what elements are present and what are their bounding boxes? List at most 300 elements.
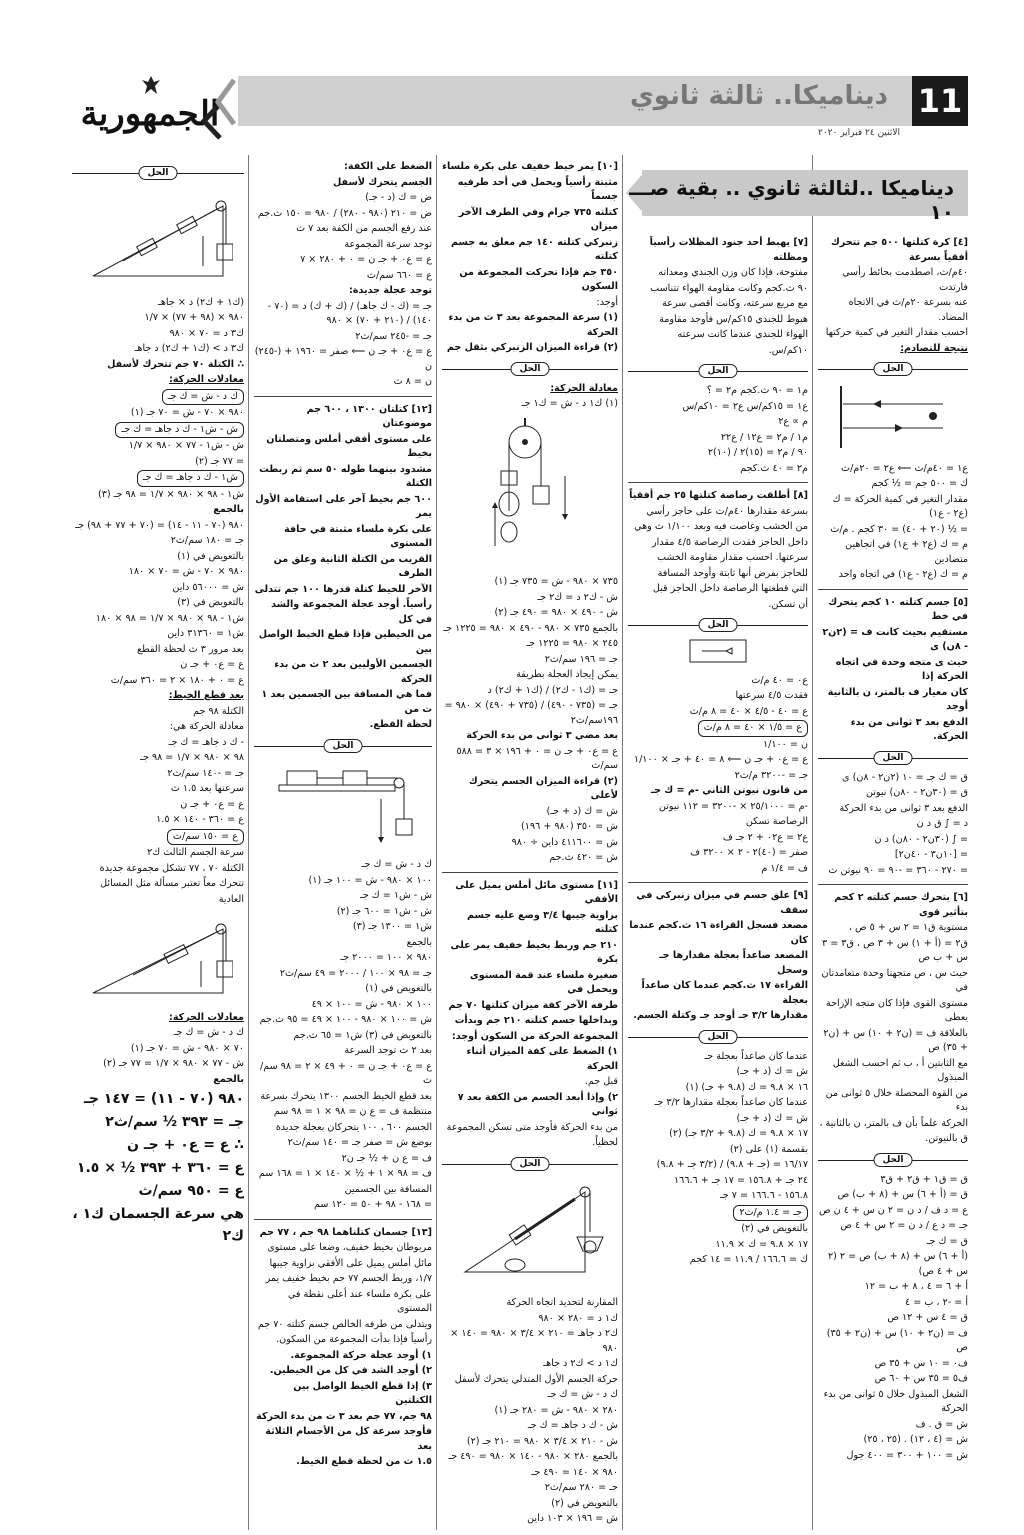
text-line: حيث س ، ص متجهتا وحدة متعامدتان في <box>821 967 968 993</box>
text-line: رأسياً فإذا بدأت المجموعة من السكون. <box>276 1334 432 1345</box>
text-line: ش١ - ٩٨ × ٩٨٠ × ١/٧ = ٩٨ × ١٨٠ <box>95 612 244 624</box>
problem-statement-line: بالجمع <box>213 1073 244 1085</box>
problem-statement-line: [١٢] كتلتان ١٣٠٠ ، ٦٠٠ جم موضوعتان <box>306 403 432 429</box>
text-line: د = ∫ ق د ن <box>916 818 968 829</box>
text-line: فقدت ٤/٥ سرعتها <box>735 690 808 701</box>
problem-statement-line: مثبتة رأسياً ويحمل في أحد طرفيه جسماً <box>457 176 618 202</box>
text-line: ٧٠ × ٩٨٠ - ش = ٧٠ جـ (١) <box>130 1042 244 1054</box>
text-line: جـ = (ك١ - ك٢) / (ك١ + ك٢) د <box>487 684 618 696</box>
header-chevron-icon <box>212 76 238 128</box>
bullet-diagram <box>628 638 808 670</box>
column-3 <box>442 160 618 1530</box>
boxed-result: ع = ١٥٠ سم/ث <box>167 829 244 846</box>
text-line: ١٠كم/س. <box>768 344 808 356</box>
text-line: ١٠٠ × ٩٨٠ - ش = ١٠٠ جـ (١) <box>308 874 432 886</box>
text-line: ش - ش١ - ٧٧ × ٩٨٠ × ١/٧ <box>128 440 244 451</box>
text-line: ١٠٠ × ٩٨٠ - ش = ١٠٠ × ٤٩ <box>311 998 432 1010</box>
text-line: التي قطعتها الرصاصة داخل الحاجز قبل <box>652 583 808 594</box>
text-line: ف = (ن٢ + ١٠) س + (ن٢ + ٣٥) ص <box>826 1327 968 1353</box>
text-line: ش - ك٢ د = ك٢ جـ <box>537 591 618 603</box>
problem-statement-line: المجموعة الحركة من السكون أوجد: <box>451 1030 618 1042</box>
text-line: ١٦/١٧ = (جـ + ٩.٨) / (٣/٢ جـ + ٩.٨) <box>656 1159 808 1170</box>
problem-statement-line: توجد عجلة جديدة: <box>348 285 432 296</box>
problem-statement-line: ٣٥٠ جم فإذا تحركت المجموعة من السكون <box>459 266 618 292</box>
text-line: ش = ٥٦٠٠٠ داين <box>172 581 244 593</box>
text-line: ش = ١٠٠ + ٣٠٠ = ٤٠٠ جول <box>846 1449 968 1461</box>
boxed-result: ك د - ش = ك جـ <box>162 389 244 406</box>
text-line: الدفع بعد ٣ ثوانى من بدء الحركة <box>839 802 968 814</box>
problem-statement-line: ٢) أوجد الشد في كل من الخيطين. <box>269 1365 432 1376</box>
text-line: ش - ٧٧ × ٩٨٠ × ١/٧ = ٧٧ جـ (٢) <box>103 1058 244 1069</box>
problem-statement-line: على مستوى أفقي أملس ومتصلتان بخيط <box>266 433 432 459</box>
text-line: ش١ = ٣١٣٦٠ داين <box>167 628 244 639</box>
text-line: ش - ك د جاهـ = ك جـ <box>527 1420 618 1431</box>
text-line: ٩٨٠ (٧٠ - ١١ - ١٤) = (٧٠ + ٧٧ + ٩٨) جـ <box>75 519 244 531</box>
problem-statement-line: [٧] يهبط أحد جنود المظلات رأسياً ومظلته <box>649 237 808 263</box>
solution-divider <box>818 1153 968 1167</box>
problem-statement-line: مقدارها ٣/٢ جـ أوجد جـ وكتلة الجسم. <box>633 1010 808 1021</box>
text-line: عندما كان صاعداً بعجلة جـ <box>704 1050 808 1062</box>
page-number: 11 <box>912 76 968 126</box>
problem-statement-line: وبداخلها جسم كتلته ٢١٠ جم وبدأت <box>454 1015 618 1026</box>
text-line: ش١ = ١٣٠٠ جـ (٣) <box>352 921 432 932</box>
text-line: من بدء الحركة فأوجد متى تسكن المجموعة <box>446 1121 618 1133</box>
text-line: ∴ ع = ع٠ + جـ ن <box>127 1137 244 1153</box>
text-line: بالتعويض في (١) <box>177 550 244 562</box>
text-line: بعد قطع الخيط الجسم ١٣٠٠ يتحرك بسرعة <box>260 1090 432 1102</box>
text-line: جـ = ٣٩٣ ½ سم/ث٢ <box>105 1114 244 1130</box>
text-line: ق = (٣٠ن٢ - ٨٠ن) نيوتن <box>865 787 968 798</box>
problem-statement-line: مستقيم بحيث كانت ف = (٢ن٢ - ٨ن) ى <box>822 626 968 652</box>
text-line: ٩٨٠ × ١٤٠ = ٤٩٠ جـ <box>531 1466 618 1478</box>
solution-label: الحل <box>874 362 913 376</box>
text-line: ٤٠م/ث، اصطدمت بحائط رأسي فارتدت <box>842 267 968 293</box>
solution-label: الحل <box>874 751 913 765</box>
text-line: ع = ع٠ + جـ ن ⟸ ٨ = ٤٠ + جـ × ١/١٠٠ <box>633 754 808 765</box>
text-line: ع = د ف / د ن = ٢ ن س + ٤ ن ص <box>818 1204 968 1216</box>
problem-statement-line: كان معيار ف بالمتر، ن بالثانية أوجد <box>827 686 968 712</box>
text-line: ع = ع٠ + جـ ن = ٠ + ٢٨٠ × ٧ <box>300 254 432 265</box>
text-line: للحاجز بفرض أنها ثابتة وأوجد المسافة <box>657 567 808 579</box>
text-line: (أ + ٦) س + (٨ + ب) ص = ٢ (٢ س + ٤ ص) <box>827 1251 968 1277</box>
text-line: ٧٣٥ × ٩٨٠ - ش = ٧٣٥ جـ (١) <box>494 576 618 587</box>
text-line: من الخشب وغاصت فيه وبعد ١/١٠٠ ث وهي <box>634 521 808 532</box>
problem-statement-line: من الخيطين فإذا قطع الخيط الواصل بين <box>258 629 432 655</box>
text-line: ش = ١٩٦ × ١٠٣ داين <box>527 1513 618 1524</box>
text-line: بالجمع ٧٣٥ × ٩٨٠ - ٤٩٠ × ٩٨٠ = ١٢٢٥ جـ <box>443 622 618 634</box>
text-line: جـ = (٧٣٥ - ٤٩٠) / (٧٣٥ + ٤٩٠) × ٩٨٠ = ١٩٦سم/ث٢ <box>444 700 618 726</box>
text-line: ٢٤٥ × ٩٨٠ = ١٢٢٥ جـ <box>526 638 618 649</box>
text-line: م ∝ ع٢ <box>778 416 808 427</box>
text-line: ع٢ = ع٠٢ + ٢ جـ ف <box>722 831 808 843</box>
text-line: بعد قطع الخيط: <box>168 690 244 701</box>
solution-divider <box>628 364 808 378</box>
text-line <box>628 1205 808 1222</box>
problem-separator <box>628 882 808 883</box>
eagle-emblem-icon <box>140 74 162 96</box>
text-line: ك١ د > ك٢ د جاهـ <box>543 1358 618 1369</box>
text-line: هي سرعة الجسمان ك١ ، ك٢ <box>72 1206 244 1244</box>
problem-statement-line: [٩] علق جسم في ميزان زنبركي في سقف <box>636 890 808 916</box>
text-line: جـ = ٢٨٠ سم/ث٢ <box>544 1482 618 1493</box>
problem-separator <box>442 872 618 873</box>
text-line: ع = ع٠ + جـ ن <box>180 659 244 670</box>
text-line: م١ / م٢ = ع١٢ / ع٢٢ <box>720 431 808 443</box>
text-line: ك١ د = ٢٨٠ × ٩٨٠ <box>538 1312 618 1324</box>
logo-wordmark: الجمهورية <box>80 94 220 134</box>
problem-statement-line: طرفه الآخر كفة ميزان كتلتها ٧٠ جم <box>448 999 618 1011</box>
wall-diagram <box>818 382 968 458</box>
text-line: ع = ع٠ + جـ ن = ٠ + ٤٩ × ٢ = ٩٨ سم/ث <box>260 1060 432 1086</box>
text-line: ش = ٤٢٠ ث.جم <box>549 852 618 863</box>
text-line: عند رفع الجسم من الكفة بعد ٧ ث <box>296 223 432 234</box>
text-line: سرعة الجسم الثالث ك٢ <box>147 847 244 858</box>
text-line: = [١٠ن٣ - ٤٠ن٢] <box>894 849 968 860</box>
text-line: ك٣ د > (ك١ + ك٢) د جاهـ <box>134 343 244 354</box>
text-line: مربوطان بخيط خفيف، وضعا على مستوى <box>267 1242 432 1253</box>
text-line <box>72 422 244 439</box>
problem-separator <box>628 482 808 483</box>
text-line <box>72 389 244 406</box>
text-line: الكتلة ٧٠ ، ٧٧ تشكل مجموعة جديدة <box>99 862 244 874</box>
text-line: ف٠ = ١٠ س + ٣٥ ص <box>874 1357 968 1369</box>
text-line: مقدار التغير في كمية الحركة = ك (ع٢ - ع١) <box>832 493 968 519</box>
text-line: ٩٨٠ × ٧٠ - ش = ٧٠ × ١٨٠ <box>128 566 244 577</box>
text-line: مع مربع سرعته، وكانت أقصى سرعة <box>662 298 808 309</box>
problem-statement-line: المصعد صاعداً بعجلة مقدارها جـ وسجل <box>659 950 808 976</box>
text-line: معادلات الحركة: <box>168 374 244 385</box>
text-line: الحركة علماً بأن ف بالمتر، ن بالثانية ، <box>819 1117 968 1129</box>
text-line: المسافة بين الجسمين <box>344 1183 432 1195</box>
text-line: ع = ٣٦٠ + ٣٩٣ ½ × ١.٥ <box>76 1160 244 1176</box>
problem-statement-line: ٢) وإذا أبعد الجسم من الكفة بعد ٧ ثواني <box>457 1091 618 1117</box>
text-line: م٢ = ٤٠ ث.كجم <box>740 462 808 474</box>
solution-label: الحل <box>324 739 363 753</box>
problem-statement-line: الجسمين الأوليين بعد ٢ ث من بدء الحركة <box>274 659 432 685</box>
text-line: ١٧ × ٩.٨ = ك × ١١.٩ <box>715 1238 808 1250</box>
text-line: الرصاصة تسكن <box>745 816 808 827</box>
text-line: = ½ (٢٠ + ٤٠) = ٣٠ كجم . م/ث <box>830 523 968 535</box>
column-divider <box>622 155 623 1530</box>
problem-statement-line: ٣) إذا قطع الخيط الواصل بين الكتلتين <box>293 1380 432 1406</box>
text-line: ١٦ × ٩.٨ = ك (٩.٨ + جـ) (١) <box>685 1081 808 1093</box>
newspaper-logo <box>70 80 230 142</box>
text-line: بالتعويض في (٣) ش١ = ٦٥ ث.جم <box>293 1029 432 1041</box>
text-line: ش = ك (د + جـ) <box>546 805 618 817</box>
section-banner <box>626 170 968 224</box>
text-line <box>72 829 244 846</box>
issue-date: الاثنين ٢٤ فبراير ٢٠٢٠ <box>818 128 900 138</box>
problem-statement-line: زنبركي كتلته ١٤٠ جم معلق به جسم كتلته <box>450 236 618 262</box>
problem-separator <box>818 884 968 885</box>
text-line: من القوة المحصلة خلال ٥ ثوانى من بدء <box>825 1087 968 1113</box>
solution-divider <box>818 362 968 376</box>
text-line: ش = ٣٥٠ (٩٨٠ + ١٩٦) <box>521 821 618 832</box>
page-title: ديناميكا.. ثالثة ثانوي <box>629 81 888 111</box>
text-line: تتحرك معاً تعتبر مسألة مثل المسائل <box>100 878 244 889</box>
text-line: ٢٤ جـ + ١٥٦.٨ = ١٧ جـ + ١٦٦.٦ <box>674 1174 808 1186</box>
text-line: ع = ع٠ + جـ ن = ٠ + ١٩٦ × ٣ = ٥٨٨ سم/ث <box>456 745 618 771</box>
page-header <box>238 76 968 126</box>
text-line: ٩٨٠ × ١٠٠ = ٢٠٠٠ جـ <box>340 952 432 963</box>
problem-statement-line: الآخر للخيط كتلة قدرها ١٠٠ جم تتدلى <box>254 583 432 595</box>
problem-statement-line: [٦] يتحرك جسم كتلته ٢ كجم بتأثير قوى <box>834 892 968 918</box>
text-line: لحظياً. <box>592 1137 618 1148</box>
text-line: ع = ع٠ + جـ ن ⟸ صفر = ١٩٦٠ + (-٢٤٥) ن <box>254 346 432 372</box>
problem-statement-line: (٢) قراءة الميزان الزنبركي بثقل جم <box>446 342 618 353</box>
text-line: جـ = (ك - ك جاهـ) / (ك + ك) د = (٧٠ - ١٤٠) / (٢١٠ + ٧٠) × ٩٨٠ <box>267 300 432 326</box>
text-line: مفتوحة، فإذا كان وزن الجندي ومعداته <box>658 267 808 278</box>
problem-statement-line: القراءة ١٧ ث.كجم عندما كان صاعداً بعجلة <box>641 980 808 1006</box>
text-line: ف = ٩٨ × ١ + ½ × ١٤٠ × ١ = ١٦٨ سم <box>258 1168 432 1179</box>
text-line: أ = -٢ ، ب = ٤ <box>905 1296 968 1308</box>
text-line: ش - ش١ = ك جـ <box>360 890 432 901</box>
text-line: ١٥٦.٨ - ١٦٦.٦ = ٧ جـ <box>720 1190 808 1201</box>
text-line: ٢٨٠ × ٩٨٠ - ش = ٢٨٠ جـ (١) <box>494 1404 618 1416</box>
column-1 <box>818 236 968 1531</box>
solution-label: الحل <box>699 364 738 378</box>
text-line: معادلات الحركة: <box>168 1011 244 1023</box>
text-line: ف = ١/٤ م <box>761 862 808 874</box>
text-line: م١ = ٩٠ ث.كجم م٢ = ؟ <box>706 385 808 396</box>
text-line: = ٧٧ جـ (٢) <box>195 455 244 467</box>
solution-label: الحل <box>699 618 738 632</box>
text-line: ق٢ = (أ + ١) س + ٣ ص ، ق٣ = ٣ س + ب ص <box>821 937 968 963</box>
problem-statement-line: [١٠] يمر خيط خفيف على بكرة ملساء <box>442 161 618 172</box>
solution-label: الحل <box>874 1153 913 1167</box>
text-line: ٩٨ × ٩٨٠ × ١/٧ = ٩٨ جـ <box>140 752 244 763</box>
text-line: ع = ٦٦٠ سم/ث <box>366 269 432 281</box>
text-line: مستوية ق١ = ٢ س + ٥ ص ، <box>848 922 968 933</box>
problem-statement-line: [٤] كرة كتلتها ٥٠٠ جم تتحرك أفقياً بسرعة <box>830 237 968 263</box>
problem-statement-line: الجسم يتحرك لأسفل <box>332 176 432 188</box>
text-line: (ك١ + ك٢) د × جاهـ <box>158 296 244 308</box>
text-line: أ + ٦ = ٤ ، ٨ + ب = ١٢ <box>864 1281 968 1292</box>
text-line: مع الثابتين أ ، ب ثم احسب الشغل المبذول <box>832 1057 968 1083</box>
text-line: ن = ١/١٠٠ <box>762 738 808 750</box>
problem-statement-line: ٩٨ جم، ٧٧ جم بعد ٣ ث من بدء الحركة <box>256 1410 432 1422</box>
text-line: ش = ق . ف <box>915 1418 968 1430</box>
problem-statement-line: [٥] جسم كتلته ١٠ كجم يتحرك في خط <box>828 596 968 622</box>
problem-statement-line: لحظة القطع. <box>369 719 432 730</box>
problem-statement-line: (٢) قراءة الميزان الجسم يتحرك لأعلى <box>468 775 618 801</box>
incline3-diagram <box>72 911 244 1007</box>
text-line: ش = (٤ ، ١٢) . (٢٥ ، ٢٥) <box>863 1434 968 1445</box>
boxed-result: ش - ش١ - ك د جاهـ = ك جـ <box>115 422 244 439</box>
solution-divider <box>442 362 618 376</box>
text-line: ٩٠ ث.كجم وكانت مقاومة الهواء تتناسب <box>650 282 808 294</box>
text-line: م = ك (ع٢ + ع١) في اتجاهين متضادين <box>845 539 968 565</box>
column-divider <box>436 155 437 1530</box>
text-line: الشغل المبذول خلال ٥ ثوانى من بدء الحركة <box>823 1388 968 1414</box>
incline-diagram <box>442 1177 618 1293</box>
text-line: ق = ٤ س + ١٢ ص <box>887 1312 968 1323</box>
text-line: جـ = -١٤٠ سم/ث٢ <box>167 767 244 779</box>
text-line: ك٢ د جاهـ = ٢١٠ × ٣/٤ × ٩٨٠ = ١٤٠ × ٩٨٠ <box>450 1328 618 1354</box>
text-line: ع = ٣٦٠ - ١٤٠ × ١.٥ <box>156 814 244 825</box>
text-line: م = ك (ع٢ - ع١) في اتجاه واحد <box>838 569 968 580</box>
text-line: بالعلاقة ف = (ن٢ + ١٠) س + (ن٢ + ٣٥) ص <box>823 1027 968 1053</box>
text-line: يمكن إيجاد العجلة بطريقة <box>516 669 618 680</box>
problem-statement-line: [١١] مستوى مائل أملس يميل على الأفقي <box>455 879 618 905</box>
problem-statement-line: [١٣] جسمان كتلتاهما ٩٨ جم ، ٧٧ جم <box>259 1226 432 1238</box>
solution-label: الحل <box>511 362 550 376</box>
boxed-result: ع = ١/٥ × ٤٠ = ٨ م/ث <box>698 720 808 737</box>
text-line: ق = ق١ + ق٢ + ق٣ <box>880 1173 968 1185</box>
text-line: ش = ٤١١٦٠٠ داين ÷ ٩٨٠ <box>511 836 618 848</box>
text-line: مستوى القوى فإذا كان متجه الإزاحة يعطى <box>825 997 968 1023</box>
text-line: ع١ = ١٥كم/س ع٢ = ١٠كم/س <box>682 400 808 412</box>
problem-statement-line: بزاوية جيبها ٣/٤ وضع عليه جسم كتلته <box>466 909 618 935</box>
text-line: ف٥ = ٣٥ س + ٦٠ ص <box>874 1373 968 1384</box>
problem-separator <box>254 396 432 397</box>
problem-statement-line: مشدود بينهما طوله ٥٠ سم ثم ربطت الكتلة <box>259 463 432 489</box>
text-line: جـ = -٣٢٠٠ م/ث٢ <box>734 769 808 781</box>
text-line: ١٧ × ٩.٨ = ك (٩.٨ + ٣/٢ جـ) (٢) <box>669 1128 808 1139</box>
text-line: داخل الحاجز فقدت الرصاصة ٤/٥ مقدار <box>652 536 808 548</box>
text-line: ك = ٥٠٠ جم = ½ كجم <box>871 478 968 489</box>
text-line <box>628 720 808 737</box>
text-line: ويتدلى من طرفه الخالص جسم كتلته ٧٠ جم <box>257 1318 432 1330</box>
text-line: - ك د جاهـ = ك جـ <box>168 736 244 748</box>
text-line: ع٠ = ٤٠ م/ث <box>751 674 808 686</box>
text-line: بالتعويض في (٢) <box>551 1497 618 1509</box>
column-5 <box>72 160 244 1530</box>
text-line: (١) ك١ د - ش = ك١ جـ <box>521 398 618 409</box>
text-line: نتيجة للتصادم: <box>900 342 968 354</box>
text-line <box>72 470 244 487</box>
boxed-result: ش١ - ك د جاهـ = ك جـ <box>137 470 244 487</box>
text-line: بعد ٢ ث توجد السرعة <box>344 1045 432 1056</box>
solution-divider <box>442 1157 618 1171</box>
text-line: ك د - ش = ك جـ <box>361 859 432 870</box>
text-line: الجسم ٦٠٠ ، ١٠٠ يتحركان بعجلة جديدة <box>275 1121 432 1133</box>
text-line: هبوط للجندي ١٥كم/س فأوجد مقاومة <box>659 313 808 325</box>
text-line: توجد سرعة المجموعة <box>344 238 432 250</box>
text-line: عندما كان صاعداً بعجلة مقدارها ٣/٢ جـ <box>654 1097 808 1108</box>
pulley-diagram <box>442 416 618 572</box>
text-line: بعد مرور ٣ ث لحظة القطع <box>136 643 244 655</box>
section-banner-title: ديناميكا ..لثالثة ثانوي .. بقية صـــ ١٠ <box>629 176 954 224</box>
column-divider <box>248 155 249 1530</box>
text-line: جـ = د ع / د ن = ٢ س + ٤ ص <box>840 1220 968 1231</box>
text-line: احسب مقدار التغير في كمية حركتها <box>825 327 968 338</box>
text-line: ٩٨٠ × (٩٨ + ٧٧) × ١/٧ <box>144 312 244 323</box>
text-line: مائل أملس يميل على الأفقي بزاوية جيبها <box>269 1257 432 1269</box>
text-line: ق = ك جـ <box>926 1235 968 1247</box>
problem-statement-line: فما هي المسافة بين الجسمين بعد ١ ث من <box>261 689 432 715</box>
text-line: ن = ٨ ث <box>393 376 432 387</box>
text-line: العادية <box>218 893 244 905</box>
solution-label: الحل <box>699 1030 738 1044</box>
text-line: سرعتها بعد ١.٥ ث <box>170 783 244 794</box>
text-line: ع = ٩٥٠ سم/ث <box>138 1183 244 1199</box>
text-line: بالتعويض في (٣) <box>177 597 244 608</box>
problem-statement-line: ١) الضغط على كفة الميزان أثناء الحركة <box>466 1046 618 1072</box>
text-line: قبل جم. <box>584 1076 618 1087</box>
boxed-result: جـ = ١.٤ م/ث٢ <box>733 1205 808 1222</box>
text-line: الكتلة ٩٨ جم <box>193 705 244 717</box>
problem-statement-line: الدفع بعد ٣ ثوانى من بدء الحركة. <box>850 716 968 742</box>
problem-statement-line: رأسياً. أوجد عجلة المجموعة والشد في كل <box>271 599 432 625</box>
text-line: بسرعة مقدارها ٤٠م/ث على حاجز رأسي <box>646 505 808 517</box>
solution-label: الحل <box>511 1157 550 1171</box>
text-line: ع١ = ٤٠م/ث ⟸ ع٢ = ٢٠م/ث <box>841 462 968 474</box>
text-line: ك د - ش = ك جـ <box>173 1027 244 1038</box>
text-line: ش = ١٠٠ × ٩٨٠ - ١٠٠ × ٤٩ = ٩٥ ث.جم <box>259 1014 432 1025</box>
text-line: ق بالنيوتن. <box>925 1133 968 1144</box>
text-line: ق = ك جـ = ١٠ (٢ن٢ - ٨ن) ى <box>842 771 968 783</box>
text-line: ك = ١٦٦.٦ / ١١.٩ = ١٤ كجم <box>689 1254 808 1265</box>
text-line: جـ = ١٨٠ سم/ث٢ <box>170 535 244 546</box>
text-line: = ٢٧٠ - ٣٦٠ = -٩٠ = ٩٠ نيوتن ث <box>828 864 968 876</box>
text-line: ١/٧، وربط الجسم ٧٧ جم بخيط خفيف يمر <box>265 1273 432 1284</box>
text-line: بالتعويض في (٢) <box>741 1223 808 1234</box>
problem-statement-line: ٢١٠ جم وربط بخيط خفيف يمر على بكرة <box>450 939 618 965</box>
text-line: جـ = ١٩٦ سم/ث٢ <box>544 653 618 665</box>
text-line: الهواء للجندي عندما كانت سرعته <box>677 329 808 340</box>
problem-statement-line: [٨] أطلقت رصاصة كتلتها ٢٥ جم أفقياً <box>629 490 808 501</box>
text-line: ف = ع ن + ½ جـ ن٢ <box>341 1152 432 1164</box>
text-line: بالجمع <box>406 936 432 948</box>
text-line: ع = ٤٠ - ٤/٥ × ٤٠ = ٨ م/ث <box>689 705 808 717</box>
table-diagram <box>254 759 432 855</box>
text-line: أن تسكن. <box>768 598 808 610</box>
problem-statement-line: بالجمع <box>213 504 244 515</box>
text-line: ك د - ش = ك جـ <box>547 1389 618 1400</box>
problem-statement-line: القريب من الكتلة الثانية وعلق من الطرف <box>273 553 432 579</box>
problem-statement-line: ١) أوجد عجلة حركة المجموعة. <box>290 1349 432 1361</box>
problem-statement-line: من قانون نيوتن الثاني -م = ك جـ <box>650 785 808 796</box>
problem-statement-line: الضغط على الكفة: <box>344 161 432 172</box>
text-line: بقسمة (١) على (٢) <box>729 1143 808 1155</box>
text-line: ش - ٢١٠ × ٣/٤ × ٩٨٠ = ٢١٠ جـ (٢) <box>466 1435 618 1447</box>
text-line: سرعتها. احسب مقدار مقاومة الخشب <box>656 552 808 563</box>
problem-statement-line: كتلته ٧٣٥ جرام وفي الطرف الآخر ميزان <box>458 206 618 232</box>
problem-statement-line: (١) سرعة المجموعة بعد ٣ ث من بدء الحركة <box>448 312 618 338</box>
text-line: أوجد: <box>596 296 618 308</box>
solution-divider <box>254 739 432 753</box>
problem-statement-line: ٦٠٠ جم بخيط آخر على استقامة الأول يمر <box>255 493 432 519</box>
solution-divider <box>818 751 968 765</box>
incline2-diagram <box>72 186 244 292</box>
text-line: ك٣ د = ٧٠ × ٩٨٠ <box>169 327 244 339</box>
problem-separator <box>818 589 968 590</box>
problem-statement-line: على بكرة ملساء مثبتة في حافة المستوى <box>284 523 432 549</box>
text-line: عنه بسرعة ٢٠م/ث في الاتجاه المضاد. <box>848 297 968 323</box>
text-line: بالتعويض في (١) <box>365 983 432 994</box>
column-divider <box>812 155 813 1530</box>
text-line: = ∫ (٣٠ن٢ - ٨٠ن) د ن <box>874 833 968 845</box>
text-line: ٩٨٠ (٧٠ - ١١) = ١٤٧ جـ <box>84 1091 244 1107</box>
text-line: حركة الجسم الأول المتدلي يتحرك لأسفل <box>454 1373 618 1385</box>
text-line: -م = ٢٥/١٠٠٠ × -٣٢٠٠ = ١١٢ نيوتن <box>658 800 808 812</box>
column-4 <box>254 160 432 1530</box>
text-line: معادلة الحركة هي: <box>169 721 244 732</box>
text-line: ع = ع٠ + جـ ن <box>180 798 244 810</box>
problem-statement-line: فأوجد سرعة كل من الأجسام الثلاثة بعد <box>265 1426 432 1452</box>
text-line: ش١ - ٩٨ × ٩٨٠ × ١/٧ = ٩٨ جـ (٣) <box>98 488 244 500</box>
solution-divider <box>628 618 808 632</box>
text-line: صفر = (٤٠)٢ - ٢ × ٣٢٠٠ ف <box>690 847 808 858</box>
text-line: منتظمة ف = ع ن = ٩٨ × ١ = ٩٨ سم <box>273 1106 432 1117</box>
text-line: ش = ك (د + جـ) <box>736 1066 808 1077</box>
text-line: بالجمع ٢٨٠ × ٩٨٠ - ١٤٠ × ٩٨٠ = ٤٩٠ جـ <box>448 1451 618 1462</box>
problem-statement-line: بعد مضي ٣ ثوانى من بدء الحركة <box>466 730 618 741</box>
text-line: ش - ٤٩٠ × ٩٨٠ = ٤٩٠ جـ (٢) <box>494 607 618 618</box>
text-line: = ١٦٨ - ٩٨ + ٥٠ = ١٢٠ سم <box>314 1199 432 1210</box>
text-line: جـ = -٢٤٥ سم/ث٢ <box>355 330 432 342</box>
